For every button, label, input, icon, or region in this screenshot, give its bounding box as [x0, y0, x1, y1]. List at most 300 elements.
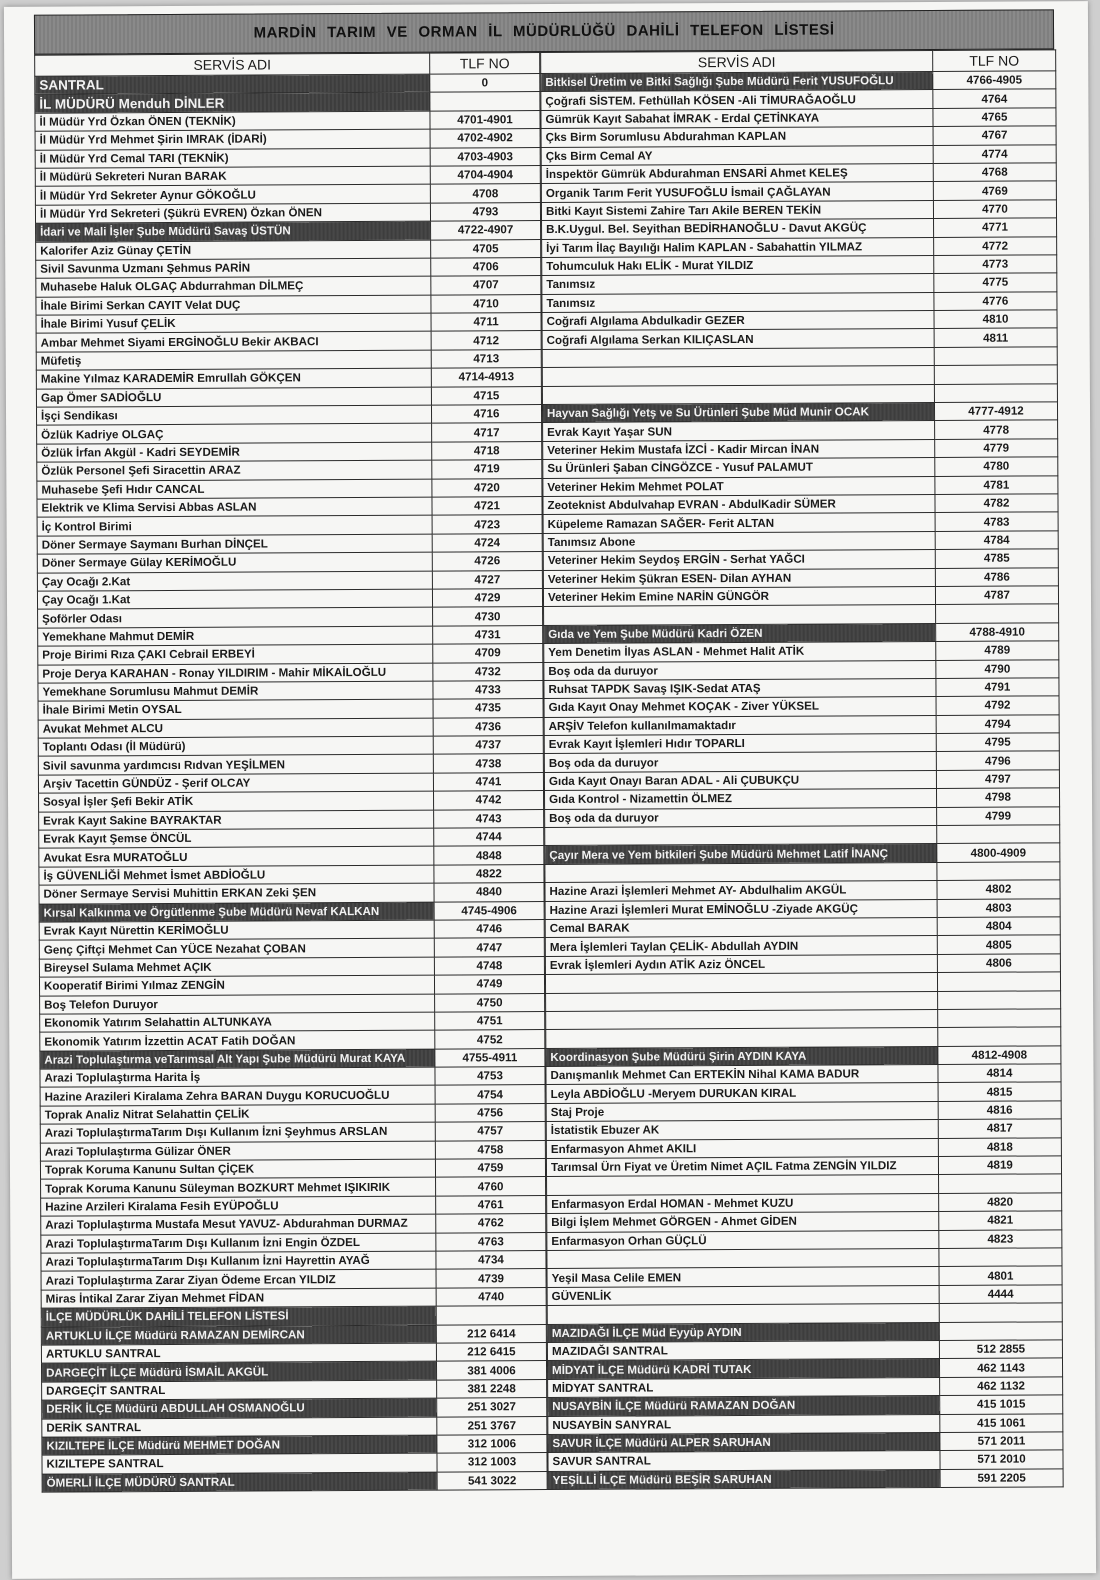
service-name-cell: Hayvan Sağlığı Yetş ve Su Ürünleri Şube Müd Munir OCAK: [542, 403, 934, 423]
phone-number-cell: 4745-4906: [434, 901, 544, 920]
phone-number-cell: [938, 1027, 1061, 1046]
phone-number-cell: 212 6415: [436, 1342, 546, 1361]
phone-number-cell: 4740: [436, 1287, 546, 1306]
phone-number-cell: 4702-4902: [430, 129, 540, 148]
service-name-cell: [542, 384, 934, 404]
section-header-row: [548, 1469, 1063, 1490]
phone-number-cell: 4818: [938, 1137, 1061, 1156]
table-row: [35, 165, 540, 186]
phone-number-cell: 4777-4912: [934, 402, 1057, 421]
phone-number-cell: 4775: [934, 273, 1057, 292]
phone-number-cell: 4744: [434, 828, 544, 847]
phone-number-cell: 4747: [434, 938, 544, 957]
service-name-cell: İLÇE MÜDÜRLÜK DAHİLİ TELEFON LİSTESİ: [41, 1306, 436, 1326]
section-header-row: [42, 1434, 547, 1455]
service-name-cell: Bitkisel Üretim ve Bitki Sağlığı Şube Müdürü Ferit YUSUFOĞLU: [541, 71, 933, 91]
phone-number-cell: 4811: [934, 328, 1057, 347]
phone-number-cell: 381 4006: [436, 1361, 546, 1380]
phone-number-cell: 4712: [431, 331, 541, 350]
left-table-body: [35, 74, 547, 1493]
phone-number-cell: 4733: [433, 680, 543, 699]
phone-number-cell: 251 3027: [437, 1398, 547, 1417]
phone-number-cell: 4721: [432, 497, 542, 516]
table-row: [548, 1450, 1063, 1471]
phone-number-cell: 251 3767: [437, 1416, 547, 1435]
phone-number-cell: 4779: [935, 439, 1058, 458]
service-name-cell: Veteriner Hekim Seydoş ERGİN - Serhat YAĞCI: [543, 550, 935, 570]
service-name-cell: Özlük Kadriye OLGAÇ: [37, 424, 432, 444]
phone-number-cell: [939, 1174, 1062, 1193]
phone-number-cell: 4764: [933, 89, 1056, 108]
phone-number-cell: 4776: [934, 292, 1057, 311]
service-name-cell: Kooperatif Birimi Yılmaz ZENGİN: [39, 975, 434, 995]
table-row: [548, 1413, 1063, 1434]
service-name-cell: Elektrik ve Klima Servisi Abbas ASLAN: [37, 497, 432, 517]
phone-number-cell: 4718: [432, 441, 542, 460]
document-title: MARDİN TARIM VE ORMAN İL MÜDÜRLÜĞÜ DAHİLİ TELEFON LİSTESİ: [34, 9, 1054, 54]
service-name-cell: İl Müdür Yrd Mehmet Şirin IMRAK (İDARİ): [35, 129, 430, 149]
section-header-row: [41, 1324, 546, 1345]
service-name-cell: Boş Telefon Duruyor: [40, 994, 435, 1014]
service-name-cell: Küpeleme Ramazan SAĞER- Ferit ALTAN: [543, 513, 935, 533]
service-name-cell: İl Müdür Yrd Sekreteri (Şükrü EVREN) Özkan ÖNEN: [35, 203, 430, 223]
service-name-cell: Döner Sermaye Gülay KERİMOĞLU: [37, 552, 432, 572]
service-name-cell: Özlük Personel Şefi Siracettin ARAZ: [37, 460, 432, 480]
service-name-cell: Hazine Arazi İşlemleri Mehmet AY- Abdulhalim AKGÜL: [545, 881, 937, 901]
service-name-cell: SAVUR SANTRAL: [548, 1451, 940, 1471]
service-name-cell: Proje Derya KARAHAN - Ronay YILDIRIM - Mahir MİKAİLOĞLU: [38, 663, 433, 683]
service-name-cell: Hazine Arzileri Kiralama Fesih EYÜPOĞLU: [41, 1196, 436, 1216]
service-name-cell: Kalorifer Aziz Günay ÇETİN: [36, 240, 431, 260]
phone-number-cell: 4765: [933, 108, 1056, 127]
service-name-cell: İşçi Sendikası: [36, 405, 431, 425]
service-name-cell: İhale Birimi Metin OYSAL: [38, 699, 433, 719]
service-name-cell: Evrak Kayıt Nürettin KERİMOĞLU: [39, 920, 434, 940]
phone-number-cell: 4705: [431, 239, 541, 258]
service-name-cell: Arazi Toplulaştırma Mustafa Mesut YAVUZ- Abdurahman DURMAZ: [41, 1214, 436, 1234]
phone-number-cell: 4739: [436, 1269, 546, 1288]
service-name-cell: MİDYAT İLÇE Müdürü KADRİ TUTAK: [547, 1359, 939, 1379]
service-name-cell: İyi Tarım İlaç Bayılığı Halim KAPLAN - Sabahattin YILMAZ: [542, 237, 934, 257]
service-name-cell: [545, 973, 937, 993]
service-name-cell: [547, 1248, 939, 1268]
service-name-cell: Yemekhane Sorumlusu Mahmut DEMİR: [38, 681, 433, 701]
service-name-cell: Koordinasyon Şube Müdürü Şirin AYDIN KAYA: [546, 1046, 938, 1066]
service-name-cell: Toprak Analiz Nitrat Selahattin ÇELİK: [40, 1104, 435, 1124]
phone-number-cell: 4717: [432, 423, 542, 442]
service-name-cell: Evrak İşlemleri Aydın ATİK Aziz ÖNCEL: [545, 954, 937, 974]
phone-number-cell: 4790: [936, 659, 1059, 678]
phone-number-cell: 4812-4908: [938, 1046, 1061, 1065]
phone-number-cell: 4788-4910: [936, 623, 1059, 642]
service-name-cell: Çay Ocağı 1.Kat: [37, 589, 432, 609]
phone-number-cell: 4840: [434, 883, 544, 902]
service-name-cell: NUSAYBİN SANYRAL: [548, 1414, 940, 1434]
phone-number-cell: 4817: [938, 1119, 1061, 1138]
service-name-cell: İdari ve Mali İşler Şube Müdürü Savaş ÜSTÜN: [36, 221, 431, 241]
phone-number-cell: [937, 972, 1060, 991]
phone-number-cell: 4810: [934, 310, 1057, 329]
phone-number-cell: [938, 990, 1061, 1009]
phone-number-cell: [938, 1009, 1061, 1028]
service-name-cell: KIZILTEPE İLÇE Müdürü MEHMET DOĞAN: [42, 1435, 437, 1455]
phone-number-cell: 4741: [433, 772, 543, 791]
service-name-cell: Döner Sermaye Servisi Muhittin ERKAN Zeki ŞEN: [39, 883, 434, 903]
service-name-cell: Veteriner Hekim Mustafa İZCİ - Kadir Mircan İNAN: [543, 439, 935, 459]
service-name-cell: [542, 366, 934, 386]
phone-number-cell: 4715: [431, 386, 541, 405]
service-name-cell: Boş oda da duruyor: [545, 807, 937, 827]
service-name-cell: Avukat Mehmet ALCU: [38, 718, 433, 738]
service-name-cell: Veteriner Hekim Şükran ESEN- Dilan AYHAN: [543, 568, 935, 588]
phone-number-cell: 4821: [939, 1211, 1062, 1230]
phone-number-cell: 4709: [433, 644, 543, 663]
phone-number-cell: 571 2010: [940, 1450, 1063, 1469]
service-name-cell: Enfarmasyon Ahmet AKILI: [546, 1138, 938, 1158]
service-name-cell: [545, 862, 937, 882]
service-name-cell: Evrak Kayıt Yaşar SUN: [543, 421, 935, 441]
service-name-cell: Sivil Savunma Uzmanı Şehmus PARİN: [36, 258, 431, 278]
service-name-cell: Arşiv Tacettin GÜNDÜZ - Şerif OLCAY: [38, 773, 433, 793]
phone-number-cell: 4792: [936, 696, 1059, 715]
table-row: [36, 368, 541, 389]
right-header-row: [541, 50, 1056, 74]
section-header-row: [42, 1471, 547, 1492]
phone-number-cell: 4707: [431, 276, 541, 295]
phone-number-cell: 4806: [937, 954, 1060, 973]
phone-number-cell: 4822: [434, 864, 544, 883]
service-name-cell: Arazi ToplulaştırmaTarım Dışı Kullanım İzni Hayrettin AYAĞ: [41, 1251, 436, 1271]
service-name-cell: B.K.Uygul. Bel. Seyithan BEDİRHANOĞLU - Davut AKGÜÇ: [542, 219, 934, 239]
phone-number-cell: 4752: [435, 1030, 545, 1049]
service-name-cell: Döner Sermaye Saymanı Burhan DİNÇEL: [37, 534, 432, 554]
phone-number-cell: 4778: [935, 420, 1058, 439]
service-name-cell: Toprak Koruma Kanunu Sultan ÇİÇEK: [40, 1159, 435, 1179]
service-name-cell: Yemekhane Mahmut DEMİR: [38, 626, 433, 646]
service-name-cell: Bitki Kayıt Sistemi Zahire Tarı Akile BEREN TEKİN: [541, 200, 933, 220]
phone-number-cell: [430, 92, 540, 111]
service-name-cell: İL MÜDÜRÜ Menduh DİNLER: [35, 93, 430, 113]
phone-number-cell: 4780: [935, 457, 1058, 476]
service-name-cell: Yem Denetim İlyas ASLAN - Mehmet Halit ATİK: [544, 642, 936, 662]
service-name-cell: NUSAYBİN İLÇE Müdürü RAMAZAN DOĞAN: [548, 1396, 940, 1416]
service-name-cell: Enfarmasyon Erdal HOMAN - Mehmet KUZU: [547, 1193, 939, 1213]
phone-number-cell: 591 2205: [940, 1469, 1063, 1488]
phone-number-cell: 4794: [936, 715, 1059, 734]
service-name-cell: [544, 605, 936, 625]
phone-number-cell: 4755-4911: [435, 1048, 545, 1067]
section-header-row: [545, 843, 1060, 864]
service-name-cell: Coğrafi Algılama Serkan KILIÇASLAN: [542, 329, 934, 349]
phone-number-cell: 4746: [434, 920, 544, 939]
service-name-cell: MİDYAT SANTRAL: [548, 1377, 940, 1397]
phone-number-cell: 4720: [432, 478, 542, 497]
phone-number-cell: 4804: [937, 917, 1060, 936]
phone-number-cell: [934, 383, 1057, 402]
service-name-cell: Arazi Toplulaştırma Zarar Ziyan Ödeme Ercan YILDIZ: [41, 1269, 436, 1289]
phone-number-cell: 4723: [432, 515, 542, 534]
phone-number-cell: 4757: [435, 1122, 545, 1141]
phone-number-cell: 4823: [939, 1229, 1062, 1248]
phone-number-cell: 4786: [935, 567, 1058, 586]
service-name-cell: DARGEÇİT İLÇE Müdürü İSMAİL AKGÜL: [41, 1361, 436, 1381]
service-name-cell: İl Müdür Yrd Sekreter Aynur GÖKOĞLU: [35, 184, 430, 204]
table-row: [548, 1377, 1063, 1398]
service-name-cell: Arazi ToplulaştırmaTarım Dışı Kullanım İzni Şeyhmus ARSLAN: [40, 1122, 435, 1142]
service-name-cell: Miras İntikal Zarar Ziyan Mehmet FİDAN: [41, 1288, 436, 1308]
phone-number-cell: 4763: [436, 1232, 546, 1251]
phone-number-cell: 4803: [937, 898, 1060, 917]
phone-number-cell: 4701-4901: [430, 110, 540, 129]
phone-number-cell: 4713: [431, 349, 541, 368]
section-header-row: [547, 1358, 1062, 1379]
section-header-row: [542, 402, 1057, 423]
left-phone-table: [34, 52, 548, 1493]
service-name-cell: Çay Ocağı 2.Kat: [37, 571, 432, 591]
service-name-cell: Arazi Toplulaştırma Harita İş: [40, 1067, 435, 1087]
table-row: [42, 1379, 547, 1400]
section-header-row: [41, 1361, 546, 1382]
phone-number-cell: 4760: [436, 1177, 546, 1196]
right-phone-table: [540, 49, 1064, 1490]
service-name-cell: Özlük İrfan Akgül - Kadri SEYDEMİR: [37, 442, 432, 462]
phone-number-cell: 4753: [435, 1067, 545, 1086]
phone-number-cell: 4719: [432, 460, 542, 479]
service-name-cell: Yeşil Masa Celile EMEN: [547, 1267, 939, 1287]
phone-number-cell: 4768: [933, 163, 1056, 182]
phone-number-cell: 4743: [434, 809, 544, 828]
service-name-cell: [546, 991, 938, 1011]
section-header-row: [40, 1048, 545, 1069]
phone-number-cell: 4727: [432, 570, 542, 589]
phone-number-cell: [937, 862, 1060, 881]
phone-number-cell: [939, 1303, 1062, 1322]
service-name-cell: Evrak Kayıt Sakine BAYRAKTAR: [39, 810, 434, 830]
phone-number-cell: 4758: [435, 1140, 545, 1159]
phone-number-cell: 4799: [937, 806, 1060, 825]
phone-number-cell: 4771: [934, 218, 1057, 237]
section-header-row: [541, 71, 1056, 92]
service-name-cell: Gıda Kayıt Onayı Baran ADAL - Ali ÇUBUKÇU: [544, 770, 936, 790]
phone-number-cell: 4708: [430, 184, 540, 203]
section-header-row: [42, 1398, 547, 1419]
service-name-cell: DERİK SANTRAL: [42, 1417, 437, 1437]
phone-number-cell: 4781: [935, 475, 1058, 494]
service-name-cell: Staj Proje: [546, 1101, 938, 1121]
phone-number-cell: 4724: [432, 533, 542, 552]
phone-number-cell: 4738: [433, 754, 543, 773]
table-row: [42, 1453, 547, 1474]
service-name-cell: Leyla ABDİOĞLU -Meryem DURUKAN KIRAL: [546, 1083, 938, 1103]
service-name-cell: ARTUKLU SANTRAL: [41, 1343, 436, 1363]
phone-number-cell: 381 2248: [437, 1379, 547, 1398]
service-name-cell: Gıda Kayıt Onay Mehmet KOÇAK - Ziver YÜKSEL: [544, 697, 936, 717]
service-name-cell: Evrak Kayıt Şemse ÖNCÜL: [39, 828, 434, 848]
phone-number-cell: [937, 825, 1060, 844]
phone-number-cell: 415 1061: [940, 1413, 1063, 1432]
service-name-cell: İhale Birimi Serkan CAYIT Velat DUÇ: [36, 295, 431, 315]
service-name-cell: Tanımsız Abone: [543, 531, 935, 551]
service-name-cell: Avukat Esra MURATOĞLU: [39, 847, 434, 867]
service-name-cell: İç Kontrol Birimi: [37, 515, 432, 535]
phone-number-cell: 4848: [434, 846, 544, 865]
service-name-cell: GÜVENLİK: [547, 1285, 939, 1305]
service-name-cell: Ambar Mehmet Siyami ERGİNOĞLU Bekir AKBACI: [36, 332, 431, 352]
phone-number-cell: 4820: [939, 1193, 1062, 1212]
service-name-cell: Kırsal Kalkınma ve Örgütlenme Şube Müdürü Nevaf KALKAN: [39, 902, 434, 922]
service-name-cell: Arazi Toplulaştırma Gülizar ÖNER: [40, 1141, 435, 1161]
service-name-cell: Çayır Mera ve Yem bitkileri Şube Müdürü Mehmet Latif İNANÇ: [545, 844, 937, 864]
service-name-cell: ÖMERLİ İLÇE MÜDÜRÜ SANTRAL: [42, 1472, 437, 1492]
phone-number-cell: 462 1143: [939, 1358, 1062, 1377]
phone-number-cell: 4791: [936, 678, 1059, 697]
service-name-cell: YEŞİLLİ İLÇE Müdürü BEŞİR SARUHAN: [548, 1469, 940, 1489]
section-header-row: [39, 901, 544, 922]
service-name-cell: [547, 1304, 939, 1324]
service-name-cell: Hazine Arazi İşlemleri Murat EMİNOĞLU -Ziyade AKGÜÇ: [545, 899, 937, 919]
service-name-cell: Gıda Kontrol - Nizamettin ÖLMEZ: [545, 789, 937, 809]
tables-container: [34, 49, 1062, 1492]
phone-number-cell: 4805: [937, 935, 1060, 954]
service-name-cell: [547, 1175, 939, 1195]
phone-number-cell: 212 6414: [436, 1324, 546, 1343]
phone-number-cell: [939, 1248, 1062, 1267]
service-name-cell: Şoförler Odası: [38, 607, 433, 627]
right-table-body: [541, 71, 1063, 1490]
phone-number-cell: 4761: [436, 1195, 546, 1214]
phone-number-cell: 4735: [433, 699, 543, 718]
phone-number-cell: 4793: [430, 202, 540, 221]
phone-number-cell: 4789: [936, 641, 1059, 660]
phone-number-cell: 4754: [435, 1085, 545, 1104]
phone-number-cell: 4802: [937, 880, 1060, 899]
service-name-cell: Su Ürünleri Şaban CİNGÖZCE - Yusuf PALAMUT: [543, 458, 935, 478]
phone-number-cell: 312 1006: [437, 1434, 547, 1453]
service-name-cell: Enfarmasyon Orhan GÜÇLÜ: [547, 1230, 939, 1250]
phone-number-cell: [934, 347, 1057, 366]
service-name-cell: Sosyal İşler Şefi Bekir ATİK: [39, 791, 434, 811]
phone-number-cell: 4704-4904: [430, 165, 540, 184]
service-name-cell: DARGEÇİT SANTRAL: [42, 1380, 437, 1400]
service-name-cell: Bireysel Sulama Mehmet AÇIK: [39, 957, 434, 977]
section-header-row: [548, 1395, 1063, 1416]
phone-number-cell: 4773: [934, 255, 1057, 274]
phone-number-cell: 4737: [433, 736, 543, 755]
phone-number-cell: 4769: [933, 181, 1056, 200]
service-name-cell: Veteriner Hekim Emine NARİN GÜNGÖR: [543, 586, 935, 606]
service-name-cell: İnspektör Gümrük Abdurahman ENSARİ Ahmet KELEŞ: [541, 163, 933, 183]
phone-number-cell: 4742: [434, 791, 544, 810]
phone-number-cell: 4710: [431, 294, 541, 313]
phone-number-cell: 4787: [935, 586, 1058, 605]
phone-column-header: TLF NO: [430, 53, 540, 75]
phone-number-cell: 4703-4903: [430, 147, 540, 166]
service-name-cell: MAZIDAĞI SANTRAL: [547, 1340, 939, 1360]
phone-number-cell: 312 1003: [437, 1453, 547, 1472]
service-name-cell: Ekonomik Yatırım Selahattin ALTUNKAYA: [40, 1012, 435, 1032]
phone-number-cell: 4762: [436, 1214, 546, 1233]
phone-number-cell: 4783: [935, 512, 1058, 531]
service-name-cell: Tanımsız: [542, 274, 934, 294]
table-row: [41, 1342, 546, 1363]
phone-number-cell: 4730: [433, 607, 543, 626]
table-row: [42, 1416, 547, 1437]
phone-number-cell: 4736: [433, 717, 543, 736]
table-row: [547, 1340, 1062, 1361]
service-name-cell: İl Müdür Yrd Cemal TARI (TEKNİK): [35, 148, 430, 168]
service-name-cell: Ruhsat TAPDK Savaş IŞIK-Sedat ATAŞ: [544, 678, 936, 698]
phone-number-cell: [436, 1306, 546, 1325]
phone-number-cell: 4732: [433, 662, 543, 681]
service-name-cell: Toprak Koruma Kanunu Süleyman BOZKURT Mehmet IŞIKIRIK: [41, 1178, 436, 1198]
service-name-cell: Mera İşlemleri Taylan ÇELİK- Abdullah AYDIN: [545, 936, 937, 956]
service-name-cell: Cemal BARAK: [545, 917, 937, 937]
service-name-cell: DERİK İLÇE Müdürü ABDULLAH OSMANOĞLU: [42, 1398, 437, 1418]
service-name-cell: Genç Çiftçi Mehmet Can YÜCE Nezahat ÇOBAN: [39, 938, 434, 958]
phone-number-cell: [934, 365, 1057, 384]
phone-number-cell: 4714-4913: [431, 368, 541, 387]
phone-number-cell: 4801: [939, 1266, 1062, 1285]
service-name-cell: Ekonomik Yatırım İzzettin ACAT Fatih DOĞAN: [40, 1030, 435, 1050]
phone-number-cell: 4770: [933, 200, 1056, 219]
service-name-cell: Muhasebe Şefi Hıdır CANCAL: [37, 479, 432, 499]
service-name-cell: Arazi ToplulaştırmaTarım Dışı Kullanım İzni Engin ÖZDEL: [41, 1233, 436, 1253]
service-name-cell: Bilgi İşlem Mehmet GÖRGEN - Ahmet GİDEN: [547, 1212, 939, 1232]
service-name-cell: Tohumculuk Hakı ELİK - Murat YILDIZ: [542, 255, 934, 275]
phone-number-cell: 0: [430, 74, 540, 93]
phone-number-cell: 571 2011: [940, 1432, 1063, 1451]
phone-number-cell: 4734: [436, 1251, 546, 1270]
phone-number-cell: 4795: [936, 733, 1059, 752]
service-name-cell: [542, 347, 934, 367]
phone-number-cell: 4729: [432, 588, 542, 607]
phone-number-cell: 4706: [431, 257, 541, 276]
table-row: [35, 110, 540, 131]
service-name-cell: KIZILTEPE SANTRAL: [42, 1453, 437, 1473]
phone-number-cell: 4819: [938, 1156, 1061, 1175]
service-name-cell: ARŞİV Telefon kullanılmamaktadır: [544, 715, 936, 735]
phone-number-cell: 4716: [431, 405, 541, 424]
service-name-cell: Makine Yılmaz KARADEMİR Emrullah GÖKÇEN: [36, 368, 431, 388]
table-row: [35, 129, 540, 150]
phone-number-cell: 4766-4905: [933, 71, 1056, 90]
service-name-cell: MAZIDAĞI İLÇE Müd Eyyüp AYDIN: [547, 1322, 939, 1342]
service-name-cell: Gıda ve Yem Şube Müdürü Kadri ÖZEN: [544, 623, 936, 643]
section-header-row: [544, 623, 1059, 644]
table-row: [35, 147, 540, 168]
phone-number-cell: 462 1132: [940, 1377, 1063, 1396]
service-name-cell: Boş oda da duruyor: [544, 752, 936, 772]
phone-number-cell: 4816: [938, 1101, 1061, 1120]
service-name-cell: Muhasebe Haluk OLGAÇ Abdurrahman DİLMEÇ: [36, 276, 431, 296]
service-name-cell: Organik Tarım Ferit YUSUFOĞLU İsmail ÇAĞLAYAN: [541, 182, 933, 202]
phone-number-cell: 4749: [434, 975, 544, 994]
section-header-row: [36, 221, 541, 242]
service-name-cell: İl Müdür Yrd Özkan ÖNEN (TEKNİK): [35, 111, 430, 131]
phone-number-cell: 4748: [434, 956, 544, 975]
phone-number-cell: 415 1015: [940, 1395, 1063, 1414]
phone-number-cell: 4767: [933, 126, 1056, 145]
service-name-cell: [546, 1028, 938, 1048]
phone-number-cell: 4784: [935, 531, 1058, 550]
phone-number-cell: 4796: [936, 751, 1059, 770]
left-header-row: [35, 53, 540, 77]
service-name-cell: ARTUKLU İLÇE Müdürü RAMAZAN DEMİRCAN: [41, 1325, 436, 1345]
section-header-row: [546, 1046, 1061, 1067]
phone-number-cell: 4759: [435, 1159, 545, 1178]
service-name-cell: SAVUR İLÇE Müdürü ALPER SARUHAN: [548, 1432, 940, 1452]
phone-number-cell: 4756: [435, 1103, 545, 1122]
